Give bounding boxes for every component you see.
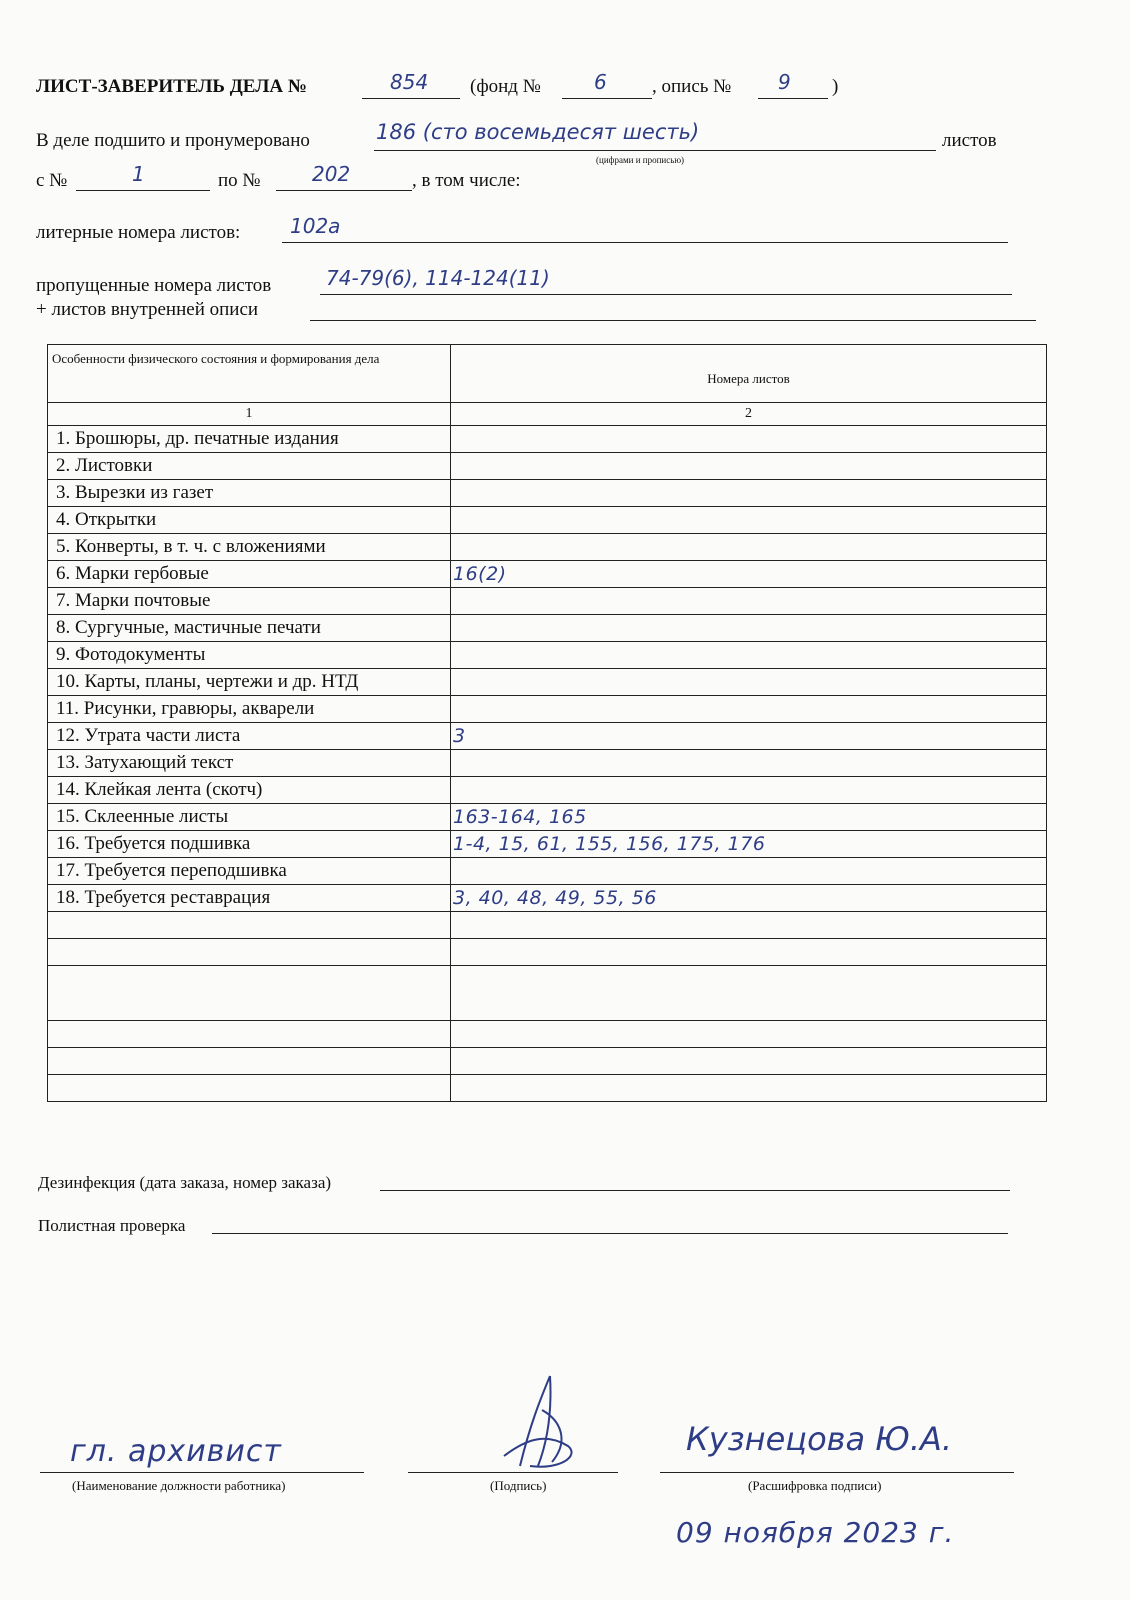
signature-drawing <box>490 1370 600 1480</box>
sewn-line <box>374 150 936 151</box>
table-row <box>48 939 1047 966</box>
case-no-value: 854 <box>390 70 429 94</box>
case-no-line <box>362 98 460 99</box>
from-line <box>76 190 210 191</box>
missing-line <box>320 294 1012 295</box>
disinfection-label: Дезинфекция (дата заказа, номер заказа) <box>38 1173 332 1192</box>
missing-label: пропущенные номера листов <box>36 275 272 296</box>
table-row <box>48 588 1047 615</box>
date-value: 09 ноября 2023 г. <box>676 1516 955 1549</box>
row-value: 163-164, 165 <box>451 804 1047 831</box>
table-row <box>48 561 1047 588</box>
table-row <box>48 885 1047 912</box>
row-value: 3, 40, 48, 49, 55, 56 <box>451 885 1047 912</box>
row-label: 3. Вырезки из газет <box>48 480 451 507</box>
position-caption: (Наименование должности работника) <box>72 1478 286 1493</box>
table-row <box>48 966 1047 1021</box>
name-caption: (Расшифровка подписи) <box>748 1478 882 1493</box>
table-row <box>48 696 1047 723</box>
table-row <box>48 831 1047 858</box>
from-label: с № <box>36 170 68 191</box>
missing-value: 74-79(6), 114-124(11) <box>326 266 550 290</box>
fond-no-value: 6 <box>594 70 607 94</box>
letter-line <box>282 242 1008 243</box>
sheets-word: листов <box>942 130 997 151</box>
name-line <box>660 1472 1014 1473</box>
opis-no-value: 9 <box>778 70 791 94</box>
table-row <box>48 858 1047 885</box>
row-label: 10. Карты, планы, чертежи и др. НТД <box>48 669 451 696</box>
from-value: 1 <box>132 162 145 186</box>
row-label: 1. Брошюры, др. печатные издания <box>48 426 451 453</box>
fond-no-line <box>562 98 652 99</box>
table-row <box>48 1075 1047 1102</box>
row-label: 16. Требуется подшивка <box>48 831 451 858</box>
letter-label: литерные номера листов: <box>36 222 241 243</box>
row-label: 18. Требуется реставрация <box>48 885 451 912</box>
table-row <box>48 615 1047 642</box>
row-label: 5. Конверты, в т. ч. с вложениями <box>48 534 451 561</box>
table-row <box>48 669 1047 696</box>
position-value: гл. архивист <box>70 1434 282 1469</box>
check-label: Полистная проверка <box>38 1216 186 1235</box>
name-value: Кузнецова Ю.А. <box>686 1420 953 1458</box>
row-value <box>451 426 1047 453</box>
row-label: 13. Затухающий текст <box>48 750 451 777</box>
row-value <box>451 669 1047 696</box>
table-row <box>48 453 1047 480</box>
close-paren: ) <box>832 76 839 97</box>
opis-no-line <box>758 98 828 99</box>
row-value <box>451 696 1047 723</box>
row-label: 12. Утрата части листа <box>48 723 451 750</box>
row-label: 8. Сургучные, мастичные печати <box>48 615 451 642</box>
table-row <box>48 480 1047 507</box>
table-row <box>48 1048 1047 1075</box>
col1-number: 1 <box>48 403 451 426</box>
row-value <box>451 750 1047 777</box>
row-value <box>451 858 1047 885</box>
to-value: 202 <box>312 162 351 186</box>
including-label: , в том числе: <box>412 170 521 191</box>
letter-value: 102а <box>290 214 341 238</box>
row-value <box>451 615 1047 642</box>
row-label: 7. Марки почтовые <box>48 588 451 615</box>
opis-label: , опись № <box>652 76 732 97</box>
doc-title: ЛИСТ-ЗАВЕРИТЕЛЬ ДЕЛА № <box>36 76 307 97</box>
row-label: 11. Рисунки, гравюры, акварели <box>48 696 451 723</box>
row-value: 1-4, 15, 61, 155, 156, 175, 176 <box>451 831 1047 858</box>
col2-header: Номера листов <box>451 345 1047 403</box>
check-line <box>212 1233 1008 1234</box>
to-label: по № <box>218 170 261 191</box>
fond-label: (фонд № <box>470 76 541 97</box>
table-row <box>48 723 1047 750</box>
row-value <box>451 588 1047 615</box>
row-value <box>451 453 1047 480</box>
inventory-line <box>310 320 1036 321</box>
table-row <box>48 912 1047 939</box>
row-value <box>451 507 1047 534</box>
col2-number: 2 <box>451 403 1047 426</box>
row-value <box>451 642 1047 669</box>
row-label: 15. Склеенные листы <box>48 804 451 831</box>
row-value <box>451 534 1047 561</box>
disinfection-line <box>380 1190 1010 1191</box>
table-row <box>48 642 1047 669</box>
sewn-value: 186 (сто восемьдесят шесть) <box>376 120 700 144</box>
signature-line <box>408 1472 618 1473</box>
row-value <box>451 480 1047 507</box>
row-label: 4. Открытки <box>48 507 451 534</box>
row-value: 16(2) <box>451 561 1047 588</box>
table-row <box>48 507 1047 534</box>
row-value <box>451 777 1047 804</box>
position-line <box>40 1472 364 1473</box>
table-row <box>48 804 1047 831</box>
table-row <box>48 426 1047 453</box>
sewn-label: В деле подшито и пронумеровано <box>36 130 310 151</box>
row-label: 6. Марки гербовые <box>48 561 451 588</box>
row-label: 2. Листовки <box>48 453 451 480</box>
table-row <box>48 777 1047 804</box>
sewn-hint: (цифрами и прописью) <box>596 155 685 165</box>
col1-header: Особенности физического состояния и формирования дела <box>48 345 451 403</box>
row-label: 14. Клейкая лента (скотч) <box>48 777 451 804</box>
table-header-row <box>48 345 1047 403</box>
inventory-label: + листов внутренней описи <box>36 299 259 320</box>
table-row <box>48 750 1047 777</box>
row-value: 3 <box>451 723 1047 750</box>
table-row <box>48 1021 1047 1048</box>
table-row <box>48 534 1047 561</box>
signature-caption: (Подпись) <box>490 1478 547 1493</box>
condition-table <box>47 344 1047 1102</box>
row-label: 17. Требуется переподшивка <box>48 858 451 885</box>
row-label: 9. Фотодокументы <box>48 642 451 669</box>
table-number-row <box>48 403 1047 426</box>
to-line <box>276 190 412 191</box>
